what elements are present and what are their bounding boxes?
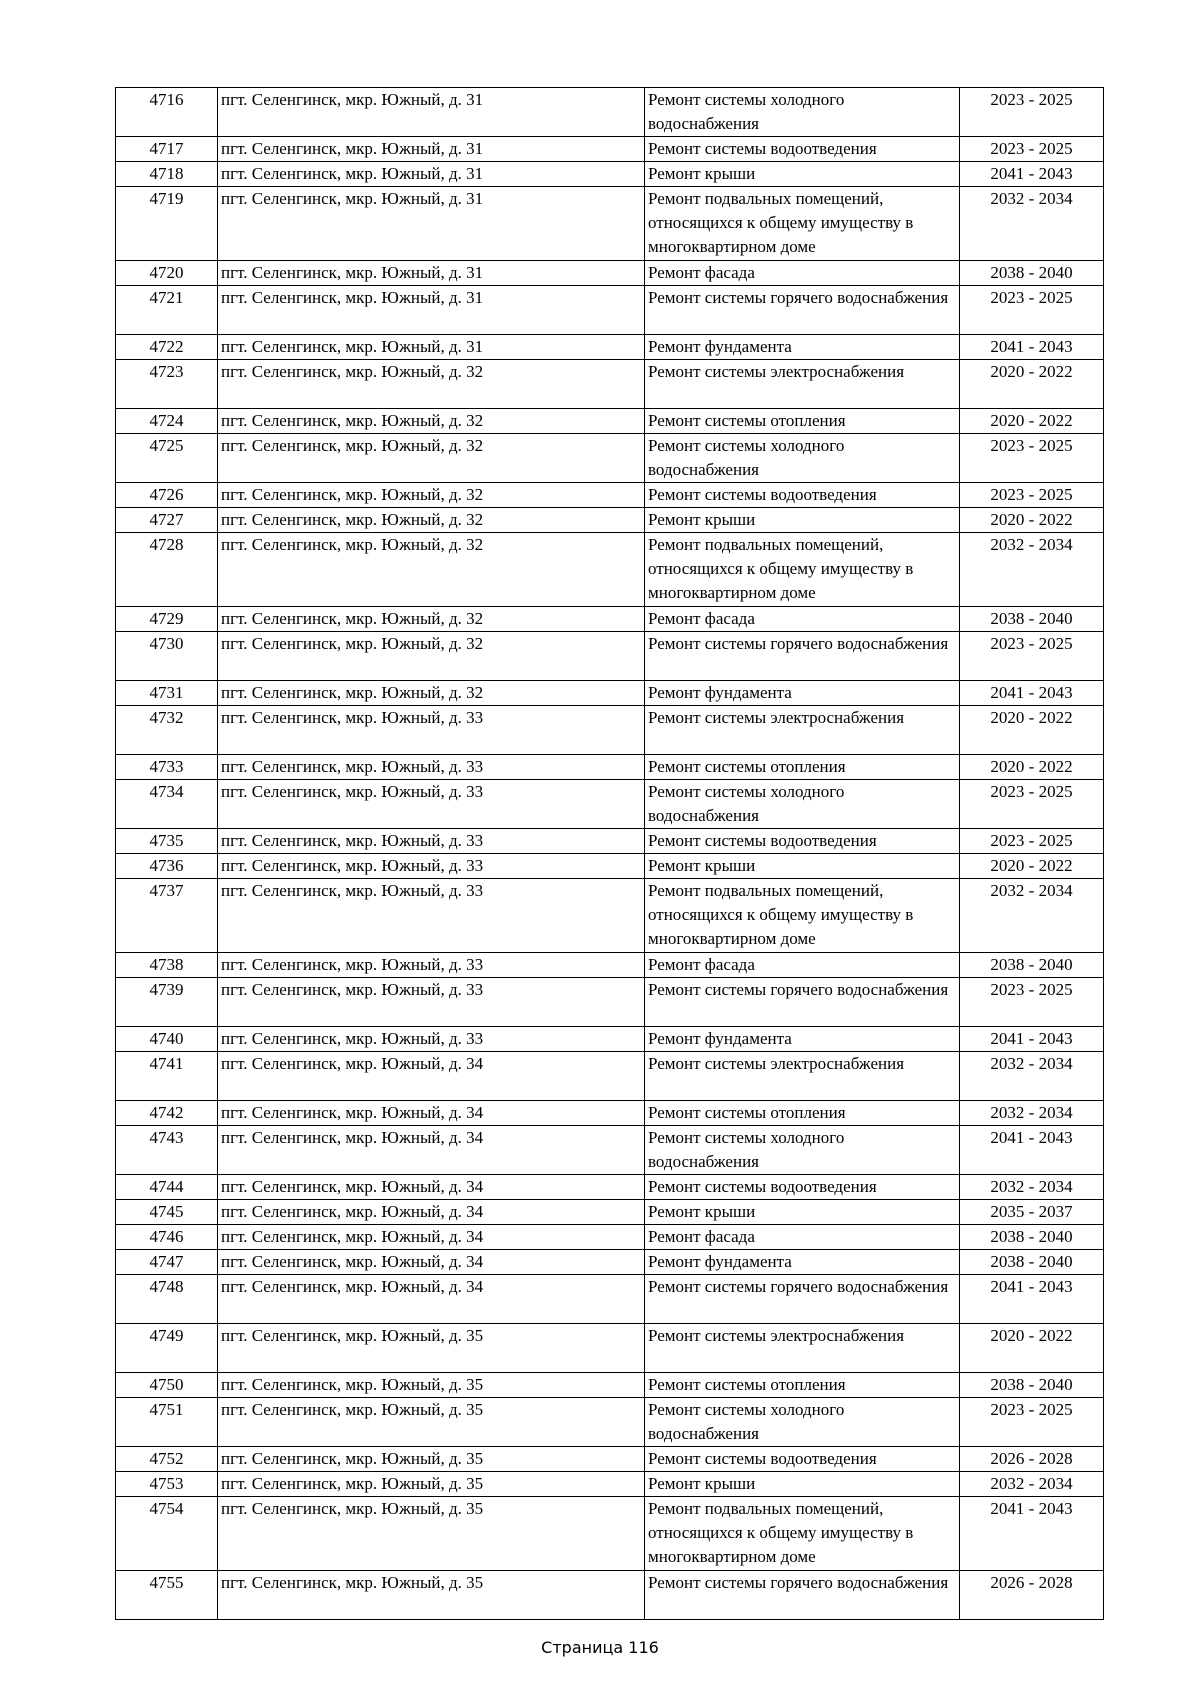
years-cell: 2023 - 2025 — [960, 978, 1104, 1027]
address-cell: пгт. Селенгинск, мкр. Южный, д. 32 — [218, 533, 645, 607]
years-cell: 2032 - 2034 — [960, 187, 1104, 261]
address-cell: пгт. Селенгинск, мкр. Южный, д. 33 — [218, 780, 645, 829]
work-type-cell: Ремонт фундамента — [645, 1250, 960, 1275]
row-number-cell: 4735 — [116, 829, 218, 854]
table-row — [116, 286, 1104, 335]
table-body — [116, 88, 1104, 1620]
years-cell: 2023 - 2025 — [960, 780, 1104, 829]
years-cell: 2026 - 2028 — [960, 1571, 1104, 1620]
table-row — [116, 1571, 1104, 1620]
table-row — [116, 829, 1104, 854]
work-type-cell: Ремонт крыши — [645, 1472, 960, 1497]
row-number-cell: 4750 — [116, 1373, 218, 1398]
row-number-cell: 4749 — [116, 1324, 218, 1373]
table-row — [116, 335, 1104, 360]
years-cell: 2032 - 2034 — [960, 1472, 1104, 1497]
address-cell: пгт. Селенгинск, мкр. Южный, д. 35 — [218, 1472, 645, 1497]
work-type-cell: Ремонт системы отопления — [645, 409, 960, 434]
table-row — [116, 1052, 1104, 1101]
work-type-cell: Ремонт фундамента — [645, 335, 960, 360]
years-cell: 2020 - 2022 — [960, 360, 1104, 409]
address-cell: пгт. Селенгинск, мкр. Южный, д. 35 — [218, 1324, 645, 1373]
work-type-cell: Ремонт фундамента — [645, 1027, 960, 1052]
table-row — [116, 88, 1104, 137]
years-cell: 2020 - 2022 — [960, 409, 1104, 434]
table-row — [116, 1175, 1104, 1200]
work-type-cell: Ремонт системы холодного водоснабжения — [645, 1126, 960, 1175]
table-row — [116, 1101, 1104, 1126]
years-cell: 2023 - 2025 — [960, 632, 1104, 681]
table-row — [116, 187, 1104, 261]
address-cell: пгт. Селенгинск, мкр. Южный, д. 33 — [218, 829, 645, 854]
work-type-cell: Ремонт системы холодного водоснабжения — [645, 1398, 960, 1447]
years-cell: 2032 - 2034 — [960, 1052, 1104, 1101]
work-type-cell: Ремонт системы электроснабжения — [645, 1052, 960, 1101]
address-cell: пгт. Селенгинск, мкр. Южный, д. 34 — [218, 1225, 645, 1250]
row-number-cell: 4737 — [116, 879, 218, 953]
address-cell: пгт. Селенгинск, мкр. Южный, д. 31 — [218, 286, 645, 335]
address-cell: пгт. Селенгинск, мкр. Южный, д. 34 — [218, 1126, 645, 1175]
row-number-cell: 4748 — [116, 1275, 218, 1324]
row-number-cell: 4744 — [116, 1175, 218, 1200]
work-type-cell: Ремонт системы электроснабжения — [645, 360, 960, 409]
row-number-cell: 4725 — [116, 434, 218, 483]
address-cell: пгт. Селенгинск, мкр. Южный, д. 33 — [218, 854, 645, 879]
work-type-cell: Ремонт подвальных помещений, относящихся к общему имуществу в многоквартирном доме — [645, 1497, 960, 1571]
table-row — [116, 1126, 1104, 1175]
row-number-cell: 4736 — [116, 854, 218, 879]
row-number-cell: 4732 — [116, 706, 218, 755]
address-cell: пгт. Селенгинск, мкр. Южный, д. 33 — [218, 953, 645, 978]
years-cell: 2023 - 2025 — [960, 1398, 1104, 1447]
years-cell: 2038 - 2040 — [960, 1373, 1104, 1398]
row-number-cell: 4745 — [116, 1200, 218, 1225]
row-number-cell: 4722 — [116, 335, 218, 360]
row-number-cell: 4741 — [116, 1052, 218, 1101]
table-row — [116, 755, 1104, 780]
work-type-cell: Ремонт системы горячего водоснабжения — [645, 1275, 960, 1324]
table-row — [116, 681, 1104, 706]
address-cell: пгт. Селенгинск, мкр. Южный, д. 34 — [218, 1052, 645, 1101]
table-row — [116, 508, 1104, 533]
table-row — [116, 162, 1104, 187]
table-row — [116, 706, 1104, 755]
address-cell: пгт. Селенгинск, мкр. Южный, д. 33 — [218, 706, 645, 755]
table-row — [116, 953, 1104, 978]
table-row — [116, 978, 1104, 1027]
years-cell: 2041 - 2043 — [960, 335, 1104, 360]
table-row — [116, 1398, 1104, 1447]
work-type-cell: Ремонт системы холодного водоснабжения — [645, 434, 960, 483]
work-type-cell: Ремонт системы водоотведения — [645, 1175, 960, 1200]
table-row — [116, 483, 1104, 508]
years-cell: 2032 - 2034 — [960, 533, 1104, 607]
work-type-cell: Ремонт подвальных помещений, относящихся к общему имуществу в многоквартирном доме — [645, 533, 960, 607]
years-cell: 2020 - 2022 — [960, 854, 1104, 879]
address-cell: пгт. Селенгинск, мкр. Южный, д. 34 — [218, 1200, 645, 1225]
years-cell: 2020 - 2022 — [960, 706, 1104, 755]
work-type-cell: Ремонт системы отопления — [645, 1101, 960, 1126]
years-cell: 2035 - 2037 — [960, 1200, 1104, 1225]
table-row — [116, 1275, 1104, 1324]
years-cell: 2023 - 2025 — [960, 434, 1104, 483]
table-row — [116, 1497, 1104, 1571]
work-type-cell: Ремонт системы горячего водоснабжения — [645, 978, 960, 1027]
row-number-cell: 4733 — [116, 755, 218, 780]
table-row — [116, 879, 1104, 953]
row-number-cell: 4727 — [116, 508, 218, 533]
work-type-cell: Ремонт системы холодного водоснабжения — [645, 780, 960, 829]
row-number-cell: 4747 — [116, 1250, 218, 1275]
work-type-cell: Ремонт системы отопления — [645, 1373, 960, 1398]
address-cell: пгт. Селенгинск, мкр. Южный, д. 31 — [218, 335, 645, 360]
address-cell: пгт. Селенгинск, мкр. Южный, д. 32 — [218, 409, 645, 434]
address-cell: пгт. Селенгинск, мкр. Южный, д. 33 — [218, 755, 645, 780]
address-cell: пгт. Селенгинск, мкр. Южный, д. 31 — [218, 261, 645, 286]
address-cell: пгт. Селенгинск, мкр. Южный, д. 32 — [218, 434, 645, 483]
table-row — [116, 409, 1104, 434]
address-cell: пгт. Селенгинск, мкр. Южный, д. 34 — [218, 1275, 645, 1324]
work-type-cell: Ремонт фасада — [645, 953, 960, 978]
address-cell: пгт. Селенгинск, мкр. Южный, д. 31 — [218, 88, 645, 137]
address-cell: пгт. Селенгинск, мкр. Южный, д. 31 — [218, 137, 645, 162]
years-cell: 2038 - 2040 — [960, 953, 1104, 978]
work-type-cell: Ремонт крыши — [645, 162, 960, 187]
table-row — [116, 1225, 1104, 1250]
work-type-cell: Ремонт системы водоотведения — [645, 1447, 960, 1472]
work-type-cell: Ремонт системы водоотведения — [645, 137, 960, 162]
table-row — [116, 1324, 1104, 1373]
work-type-cell: Ремонт системы горячего водоснабжения — [645, 632, 960, 681]
address-cell: пгт. Селенгинск, мкр. Южный, д. 33 — [218, 879, 645, 953]
row-number-cell: 4739 — [116, 978, 218, 1027]
row-number-cell: 4724 — [116, 409, 218, 434]
table-row — [116, 434, 1104, 483]
row-number-cell: 4738 — [116, 953, 218, 978]
address-cell: пгт. Селенгинск, мкр. Южный, д. 32 — [218, 681, 645, 706]
work-type-cell: Ремонт крыши — [645, 1200, 960, 1225]
table-row — [116, 360, 1104, 409]
years-cell: 2038 - 2040 — [960, 261, 1104, 286]
page-number: Страница 116 — [541, 1638, 659, 1657]
row-number-cell: 4719 — [116, 187, 218, 261]
years-cell: 2041 - 2043 — [960, 1497, 1104, 1571]
row-number-cell: 4716 — [116, 88, 218, 137]
row-number-cell: 4751 — [116, 1398, 218, 1447]
row-number-cell: 4753 — [116, 1472, 218, 1497]
years-cell: 2041 - 2043 — [960, 681, 1104, 706]
work-type-cell: Ремонт подвальных помещений, относящихся к общему имуществу в многоквартирном доме — [645, 187, 960, 261]
years-cell: 2041 - 2043 — [960, 162, 1104, 187]
years-cell: 2038 - 2040 — [960, 1250, 1104, 1275]
row-number-cell: 4726 — [116, 483, 218, 508]
address-cell: пгт. Селенгинск, мкр. Южный, д. 35 — [218, 1398, 645, 1447]
work-type-cell: Ремонт системы холодного водоснабжения — [645, 88, 960, 137]
years-cell: 2041 - 2043 — [960, 1027, 1104, 1052]
row-number-cell: 4743 — [116, 1126, 218, 1175]
work-type-cell: Ремонт системы горячего водоснабжения — [645, 286, 960, 335]
table-row — [116, 854, 1104, 879]
address-cell: пгт. Селенгинск, мкр. Южный, д. 31 — [218, 162, 645, 187]
row-number-cell: 4754 — [116, 1497, 218, 1571]
years-cell: 2041 - 2043 — [960, 1126, 1104, 1175]
row-number-cell: 4721 — [116, 286, 218, 335]
row-number-cell: 4755 — [116, 1571, 218, 1620]
years-cell: 2023 - 2025 — [960, 829, 1104, 854]
work-type-cell: Ремонт фасада — [645, 261, 960, 286]
years-cell: 2032 - 2034 — [960, 879, 1104, 953]
table-row — [116, 632, 1104, 681]
years-cell: 2023 - 2025 — [960, 286, 1104, 335]
table-row — [116, 1027, 1104, 1052]
row-number-cell: 4718 — [116, 162, 218, 187]
table-row — [116, 533, 1104, 607]
years-cell: 2038 - 2040 — [960, 1225, 1104, 1250]
years-cell: 2020 - 2022 — [960, 1324, 1104, 1373]
years-cell: 2023 - 2025 — [960, 483, 1104, 508]
work-type-cell: Ремонт крыши — [645, 854, 960, 879]
table-row — [116, 261, 1104, 286]
work-type-cell: Ремонт системы горячего водоснабжения — [645, 1571, 960, 1620]
years-cell: 2032 - 2034 — [960, 1175, 1104, 1200]
row-number-cell: 4752 — [116, 1447, 218, 1472]
table-row — [116, 1472, 1104, 1497]
work-type-cell: Ремонт подвальных помещений, относящихся к общему имуществу в многоквартирном доме — [645, 879, 960, 953]
address-cell: пгт. Селенгинск, мкр. Южный, д. 35 — [218, 1571, 645, 1620]
years-cell: 2041 - 2043 — [960, 1275, 1104, 1324]
table-row — [116, 1373, 1104, 1398]
work-type-cell: Ремонт крыши — [645, 508, 960, 533]
work-type-cell: Ремонт системы электроснабжения — [645, 1324, 960, 1373]
address-cell: пгт. Селенгинск, мкр. Южный, д. 35 — [218, 1373, 645, 1398]
row-number-cell: 4728 — [116, 533, 218, 607]
table-row — [116, 1250, 1104, 1275]
row-number-cell: 4746 — [116, 1225, 218, 1250]
row-number-cell: 4723 — [116, 360, 218, 409]
work-type-cell: Ремонт системы водоотведения — [645, 829, 960, 854]
years-cell: 2038 - 2040 — [960, 607, 1104, 632]
repair-schedule-table — [115, 87, 1104, 1620]
address-cell: пгт. Селенгинск, мкр. Южный, д. 34 — [218, 1175, 645, 1200]
address-cell: пгт. Селенгинск, мкр. Южный, д. 33 — [218, 1027, 645, 1052]
work-type-cell: Ремонт фасада — [645, 1225, 960, 1250]
table-row — [116, 780, 1104, 829]
address-cell: пгт. Селенгинск, мкр. Южный, д. 32 — [218, 483, 645, 508]
address-cell: пгт. Селенгинск, мкр. Южный, д. 32 — [218, 508, 645, 533]
table-row — [116, 607, 1104, 632]
work-type-cell: Ремонт фасада — [645, 607, 960, 632]
table-row — [116, 137, 1104, 162]
years-cell: 2020 - 2022 — [960, 508, 1104, 533]
table-row — [116, 1200, 1104, 1225]
address-cell: пгт. Селенгинск, мкр. Южный, д. 34 — [218, 1101, 645, 1126]
row-number-cell: 4730 — [116, 632, 218, 681]
row-number-cell: 4742 — [116, 1101, 218, 1126]
address-cell: пгт. Селенгинск, мкр. Южный, д. 32 — [218, 632, 645, 681]
address-cell: пгт. Селенгинск, мкр. Южный, д. 33 — [218, 978, 645, 1027]
work-type-cell: Ремонт системы водоотведения — [645, 483, 960, 508]
row-number-cell: 4740 — [116, 1027, 218, 1052]
row-number-cell: 4720 — [116, 261, 218, 286]
row-number-cell: 4729 — [116, 607, 218, 632]
address-cell: пгт. Селенгинск, мкр. Южный, д. 32 — [218, 360, 645, 409]
work-type-cell: Ремонт системы электроснабжения — [645, 706, 960, 755]
work-type-cell: Ремонт системы отопления — [645, 755, 960, 780]
years-cell: 2026 - 2028 — [960, 1447, 1104, 1472]
row-number-cell: 4734 — [116, 780, 218, 829]
years-cell: 2020 - 2022 — [960, 755, 1104, 780]
row-number-cell: 4731 — [116, 681, 218, 706]
years-cell: 2032 - 2034 — [960, 1101, 1104, 1126]
address-cell: пгт. Селенгинск, мкр. Южный, д. 31 — [218, 187, 645, 261]
work-type-cell: Ремонт фундамента — [645, 681, 960, 706]
table-row — [116, 1447, 1104, 1472]
address-cell: пгт. Селенгинск, мкр. Южный, д. 35 — [218, 1497, 645, 1571]
address-cell: пгт. Селенгинск, мкр. Южный, д. 34 — [218, 1250, 645, 1275]
years-cell: 2023 - 2025 — [960, 88, 1104, 137]
address-cell: пгт. Селенгинск, мкр. Южный, д. 35 — [218, 1447, 645, 1472]
row-number-cell: 4717 — [116, 137, 218, 162]
years-cell: 2023 - 2025 — [960, 137, 1104, 162]
address-cell: пгт. Селенгинск, мкр. Южный, д. 32 — [218, 607, 645, 632]
